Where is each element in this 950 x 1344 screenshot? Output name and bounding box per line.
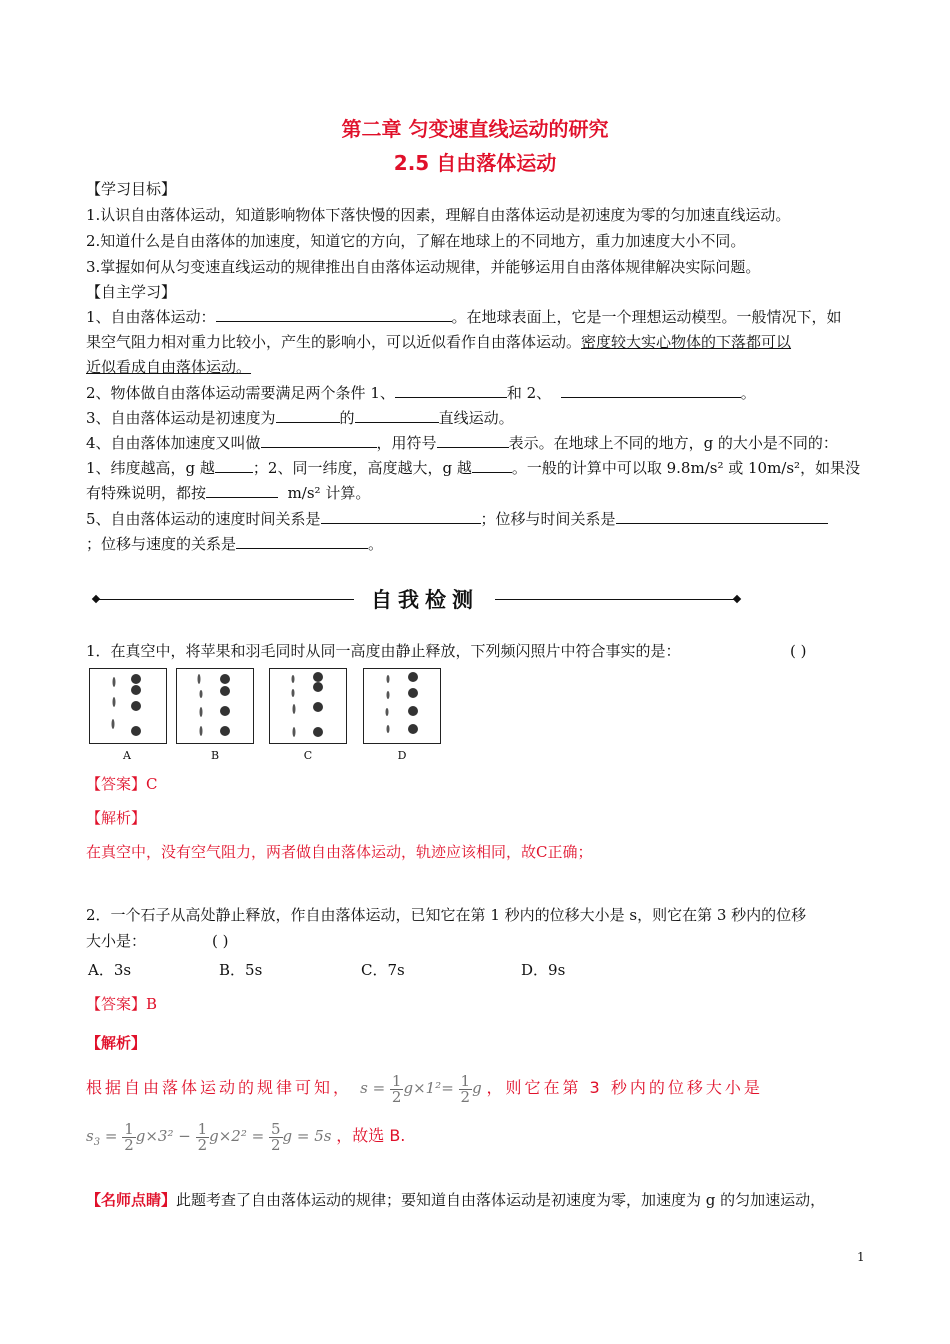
q4-text-d: 1、纬度越高，g 越 [86, 459, 215, 477]
q1-text-a: 1、自由落体运动： [86, 308, 216, 326]
option-b-label: B [210, 749, 220, 762]
objective-1: 1.认识自由落体运动，知道影响物体下落快慢的因素，理解自由落体运动是初速度为零的匀加速直线运动。 [86, 206, 791, 224]
q4-blank-4[interactable] [472, 456, 512, 473]
q3-text-c: 直线运动。 [438, 409, 514, 427]
q4-text-b: ，用符号 [376, 434, 437, 452]
self-study-heading: 【自主学习】 [86, 283, 177, 301]
self-study-q1-line2 [86, 330, 791, 354]
q5-blank-2[interactable] [616, 507, 828, 524]
q2-stem-line2: 大小是： [86, 932, 147, 950]
q2-answer: 【答案】B [86, 995, 158, 1013]
option-b-photo[interactable] [176, 668, 254, 744]
option-a-photo[interactable] [89, 668, 167, 744]
q2-analysis-line1 [86, 1066, 763, 1110]
q5-blank-3[interactable] [236, 532, 368, 549]
self-study-q1-line1 [86, 305, 842, 329]
page-number: 1 [857, 1250, 865, 1264]
q1-text-c: 果空气阻力相对重力比较小，产生的影响小，可以近似看作自由落体运动。 [86, 333, 582, 351]
self-study-q4-line1 [86, 431, 838, 455]
self-study-q5-line2 [86, 532, 383, 556]
q4-blank-3[interactable] [215, 456, 253, 473]
q2-option-a[interactable]: A．3s [88, 961, 132, 979]
option-d-photo[interactable] [363, 668, 441, 744]
q2-option-c[interactable]: C．7s [361, 961, 405, 979]
q4-blank-2[interactable] [437, 431, 509, 448]
q4-text-c: 表示。在地球上不同的地方，g 的大小是不同的： [508, 434, 838, 452]
q2-analysis-line2 [86, 1114, 405, 1165]
q2-formula-2: $s_3$ = $\frac{1}{2}$ g×3² − $\frac{1}{2}$ g×2² = $\frac{5}{2}$ g = 5s [86, 1119, 337, 1154]
q2-stem-line1: 2．一个石子从高处静止释放，作自由落体运动，已知它在第 1 秒内的位移大小是 s，则它在第 3 秒内的位移 [86, 906, 807, 924]
self-study-q4-line2 [86, 456, 860, 480]
q4-text-e: ；2、同一纬度，高度越大，g 越 [252, 459, 472, 477]
q4-text-a: 4、自由落体加速度又叫做 [86, 434, 261, 452]
self-study-q2 [86, 381, 756, 405]
q5-blank-1[interactable] [321, 507, 481, 524]
self-study-q5-line1 [86, 507, 828, 531]
self-test-title: 自我检测 [371, 588, 479, 612]
q5-text-a: 5、自由落体运动的速度时间关系是 [86, 510, 321, 528]
q2-text-c: 。 [740, 384, 756, 402]
q1-analysis: 在真空中，没有空气阻力，两者做自由落体运动，轨迹应该相同，故C正确； [86, 843, 593, 861]
q2-answer-paren: ( ) [212, 932, 229, 950]
self-study-q4-line3 [86, 481, 370, 505]
option-a-label: A [123, 749, 131, 762]
q2-option-d[interactable]: D．9s [521, 961, 566, 979]
q1-underlined-text-cont: 近似看成自由落体运动。 [86, 358, 252, 376]
q2-analysis-b: ，则它在第 3 秒内的位移大小是 [486, 1078, 763, 1097]
q2-analysis-heading: 【解析】 [86, 1034, 147, 1052]
objective-2: 2.知道什么是自由落体的加速度，知道它的方向，了解在地球上的不同地方，重力加速度大小不同。 [86, 232, 746, 250]
divider-left-rule [98, 599, 354, 600]
option-c-label: C [303, 749, 313, 762]
q4-blank-5[interactable] [206, 481, 278, 498]
q2-blank-1[interactable] [395, 381, 507, 398]
q2-teacher-tip [86, 1188, 825, 1212]
q1-analysis-heading: 【解析】 [86, 809, 147, 827]
q4-text-h: m/s² 计算。 [287, 484, 371, 502]
objectives-heading: 【学习目标】 [86, 180, 177, 198]
q2-formula-1: s = $\frac{1}{2}$ g×1²= $\frac{1}{2}$ g [360, 1071, 487, 1106]
q3-text-a: 3、自由落体运动是初速度为 [86, 409, 276, 427]
self-study-q3 [86, 406, 514, 430]
q5-text-b: ；位移与时间关系是 [480, 510, 616, 528]
q4-blank-1[interactable] [261, 431, 377, 448]
q3-blank-2[interactable] [355, 406, 439, 423]
objective-3: 3.掌握如何从匀变速直线运动的规律推出自由落体运动规律，并能够运用自由落体规律解决实际问题。 [86, 258, 761, 276]
q3-text-b: 的 [339, 409, 355, 427]
q1-answer: 【答案】C [86, 775, 158, 793]
option-d-label: D [397, 749, 407, 762]
option-c-photo[interactable] [269, 668, 347, 744]
q5-text-c: ；位移与速度的关系是 [86, 535, 237, 553]
q1-answer-paren: ( ) [790, 642, 807, 660]
q2-analysis-a: 根据自由落体运动的规律可知， [86, 1078, 353, 1097]
q1-blank[interactable] [216, 305, 452, 322]
q2-text-a: 2、物体做自由落体运动需要满足两个条件 1、 [86, 384, 395, 402]
q1-underlined-text: 密度较大实心物体的下落都可以 [581, 333, 792, 351]
tip-text: 此题考查了自由落体运动的规律；要知道自由落体运动是初速度为零，加速度为 g 的匀加速运动， [176, 1191, 826, 1209]
q2-blank-2[interactable] [561, 381, 741, 398]
q1-stem: 1．在真空中，将苹果和羽毛同时从同一高度由静止释放，下列频闪照片中符合事实的是： [86, 642, 681, 660]
chapter-title: 第二章 匀变速直线运动的研究 [341, 117, 609, 141]
q2-text-b: 和 2、 [506, 384, 552, 402]
q5-text-d: 。 [368, 535, 384, 553]
tip-label: 【名师点睛】 [86, 1191, 177, 1209]
divider-right-rule [495, 599, 735, 600]
divider-right-diamond [733, 595, 741, 603]
q4-text-g: 有特殊说明，都按 [86, 484, 207, 502]
q2-analysis-c: ，故选 B. [336, 1126, 406, 1145]
q2-option-b[interactable]: B．5s [219, 961, 263, 979]
q3-blank-1[interactable] [276, 406, 340, 423]
q1-text-b: 。在地球表面上，它是一个理想运动模型。一般情况下，如 [451, 308, 842, 326]
section-title: 2.5 自由落体运动 [393, 151, 557, 175]
q4-text-f: 。一般的计算中可以取 9.8m/s² 或 10m/s²，如果没 [511, 459, 861, 477]
